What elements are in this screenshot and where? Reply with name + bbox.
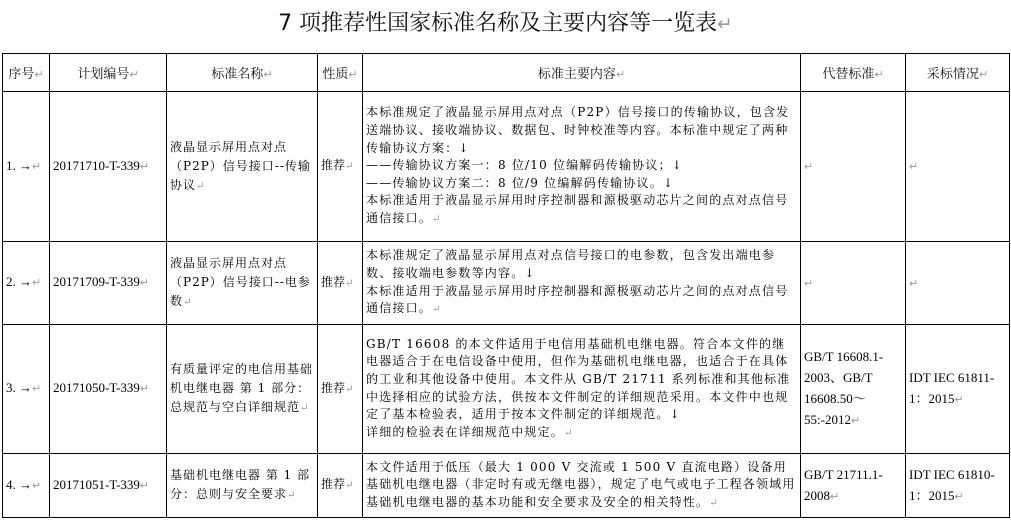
header-index: 序号↵ <box>3 54 50 92</box>
table-row <box>3 92 1010 242</box>
cell-nature: 推荐↵ <box>318 92 363 242</box>
cell-plan-code: 20171710-T-339↵ <box>50 92 167 242</box>
document-title <box>0 8 1011 41</box>
cell-content <box>363 325 801 454</box>
table-header-row <box>3 54 1010 92</box>
standards-table <box>2 53 1010 518</box>
content-paragraph: 详细的检验表在详细规范中规定。↵ <box>366 424 574 439</box>
content-paragraph: 本标准规定了液晶显示屏用点对点（P2P）信号接口的传输协议，包含发送端协议、接收端协议、数据包、时钟校准等内容。本标准中规定了两种传输协议方案：↓ <box>366 105 790 155</box>
content-paragraph: 本标准适用于液晶显示屏用时序控制器和源极驱动芯片之间的点对点信号通信接口。↵ <box>366 283 789 316</box>
cell-name: 有质量评定的电信用基础机电继电器 第 1 部分：总规范与空白详细规范↵ <box>167 325 318 454</box>
content-paragraph: 本文件适用于低压（最大 1 000 V 交流或 1 500 V 直流电路）设备用基础机电继电器（非定时有或无继电器），规定了电气或电子工程各领域用基础机电继电器的基本功能和安全要求及安全的相关特性。↵ <box>366 459 796 509</box>
paragraph-mark-icon: ↵ <box>34 68 44 81</box>
cell-plan-code: 20171050-T-339↵ <box>50 325 167 454</box>
cell-replaces: ↵ <box>801 92 906 242</box>
content-paragraph: GB/T 16608 的本文件适用于电信用基础机电继电器。符合本文件的继电器适合于在电信设备中使用，但作为基础机电继电器，也适合于在具体的工业和其他设备中使用。本文件从 GB/T 21711 系列标准和其他标准中选择相应的试验方法，供按本文件制定的详细规范采用。本文件中也规定了基本检验表，适用于按本文件制定的详细规范。↓ <box>366 336 791 422</box>
cell-nature: 推荐↵ <box>318 325 363 454</box>
paragraph-mark-icon: ↵ <box>717 14 733 35</box>
content-paragraph: ——传输协议方案二：8 位/9 位编解码传输协议。↓ <box>366 175 675 190</box>
cell-nature: 推荐↵ <box>318 242 363 325</box>
content-paragraph: 本标准规定了液晶显示屏用点对点信号接口的电参数，包含发出端电参数、接收端电参数等内容。↓ <box>366 248 776 280</box>
cell-adoption: ↵ <box>906 242 1010 325</box>
paragraph-mark-icon: ↵ <box>978 68 989 81</box>
header-name: 标准名称↵ <box>167 54 318 92</box>
cell-adoption: IDT IEC 61810-1：2015↵ <box>906 454 1010 518</box>
table-row <box>3 242 1010 325</box>
header-adoption: 采标情况↵ <box>906 54 1010 92</box>
cell-replaces: GB/T 16608.1-2003、GB/T 16608.50～55:-2012↵ <box>801 325 906 454</box>
cell-name: 液晶显示屏用点对点（P2P）信号接口--传输协议↵ <box>167 92 318 242</box>
cell-replaces: GB/T 21711.1-2008↵ <box>801 454 906 518</box>
header-nature: 性质↵ <box>318 54 363 92</box>
paragraph-mark-icon: ↵ <box>615 68 626 81</box>
content-paragraph: ——传输协议方案一：8 位/10 位编解码传输协议；↓ <box>366 158 684 173</box>
table-row <box>3 325 1010 454</box>
paragraph-mark-icon: ↵ <box>263 68 273 81</box>
content-paragraph: 本标准适用于液晶显示屏用时序控制器和源极驱动芯片之间的点对点信号通信接口。↵ <box>366 193 789 225</box>
paragraph-mark-icon: ↵ <box>129 68 139 81</box>
cell-replaces: ↵ <box>801 242 906 325</box>
cell-index: 3. →↵ <box>3 325 50 454</box>
header-content: 标准主要内容↵ <box>363 54 801 92</box>
document-title-text: 7 项推荐性国家标准名称及主要内容等一览表 <box>278 11 718 36</box>
cell-plan-code: 20171051-T-339↵ <box>50 454 167 518</box>
cell-adoption: IDT IEC 61811-1：2015↵ <box>906 325 1010 454</box>
cell-content <box>363 92 801 242</box>
cell-content <box>363 454 801 518</box>
paragraph-mark-icon: ↵ <box>348 68 358 81</box>
table-row <box>3 454 1010 518</box>
header-replaces: 代替标准↵ <box>801 54 906 92</box>
header-plan-code: 计划编号↵ <box>50 54 167 92</box>
cell-index: 4. →↵ <box>3 454 50 518</box>
cell-name: 液晶显示屏用点对点（P2P）信号接口--电参数↵ <box>167 242 318 325</box>
cell-plan-code: 20171709-T-339↵ <box>50 242 167 325</box>
cell-name: 基础机电继电器 第 1 部分：总则与安全要求↵ <box>167 454 318 518</box>
cell-index: 2. →↵ <box>3 242 50 325</box>
cell-index: 1. →↵ <box>3 92 50 242</box>
cell-adoption: ↵ <box>906 92 1010 242</box>
cell-content <box>363 242 801 325</box>
paragraph-mark-icon: ↵ <box>874 68 884 81</box>
cell-nature: 推荐↵ <box>318 454 363 518</box>
